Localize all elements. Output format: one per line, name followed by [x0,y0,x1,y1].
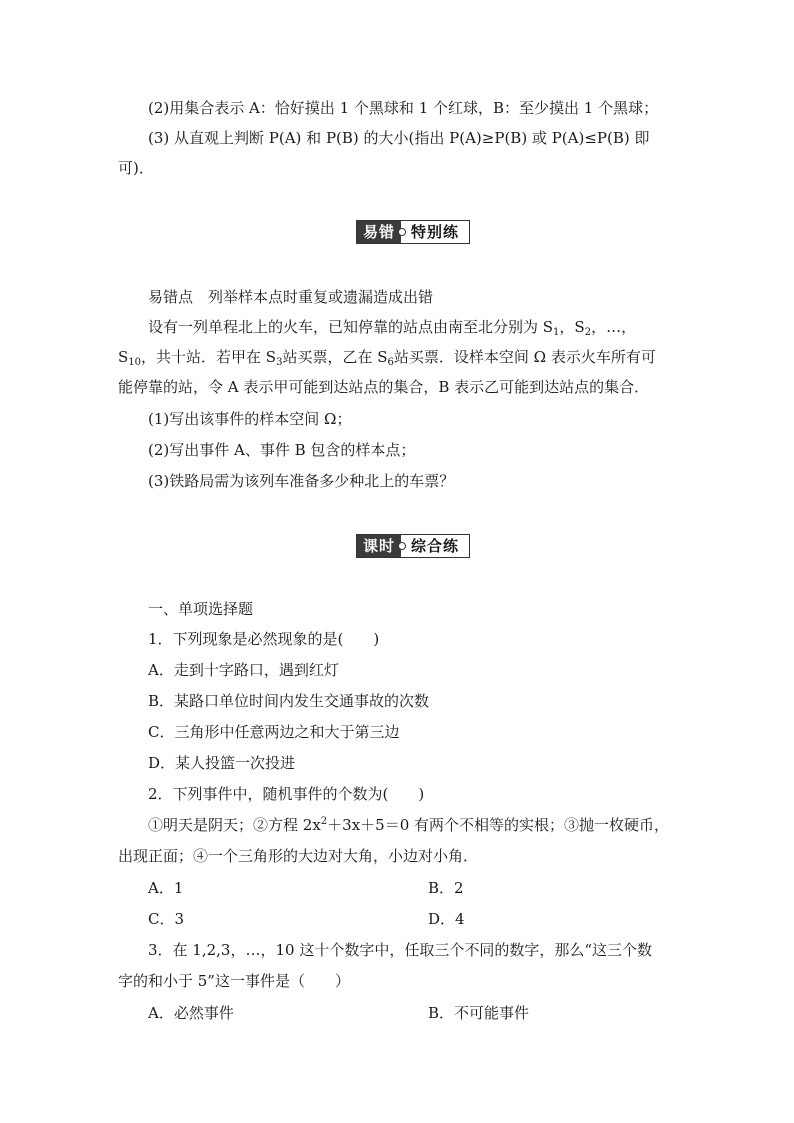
problem-line-1: 设有一列单程北上的火车，已知停靠的站点由南至北分别为 $S_1$，$S_2$，…， [148,318,637,338]
question-1-option-b: B．某路口单位时间内发生交通事故的次数 [148,692,430,710]
question-2-option-a: A．1 [148,879,184,897]
question-3-option-a: A．必然事件 [148,1004,234,1022]
question-3-line-1: 3．在 1,2,3，…，10 这十个数字中，任取三个不同的数字，那么“这三个数 [148,941,653,959]
problem-question-3: (3)铁路局需为该列车准备多少种北上的车票？ [148,472,455,490]
question-3-line-2: 字的和小于 5”这一事件是（ ） [118,972,350,990]
problem-question-1: (1)写出该事件的样本空间 Ω； [148,410,352,428]
question-1-option-d: D．某人投篮一次投进 [148,754,296,772]
question-2-option-b: B．2 [428,879,464,897]
section-badge-keshi [356,534,470,558]
error-point-heading: 易错点 列举样本点时重复或遗漏造成出错 [148,288,434,306]
badge-right-label: 特别练 [410,223,459,241]
question-part-3-cont: 可)． [118,159,154,177]
question-2-line-1: ①明天是阴天；②方程 $2x^2+3x+5=0$ 有两个不相等的实根；③抛一枚硬币， [148,816,670,834]
question-2-option-d: D．4 [428,910,465,928]
badge-dot-icon [398,228,406,236]
section-title: 一、单项选择题 [148,600,254,618]
problem-question-2: (2)写出事件 A、事件 B 包含的样本点； [148,441,416,459]
badge-left-label: 课时 [357,535,401,557]
badge-right-label: 综合练 [410,537,459,555]
question-2-option-c: C．3 [148,910,185,928]
problem-line-2: $S_{10}$，共十站．若甲在 $S_3$站买票，乙在 $S_6$站买票．设样本空间 Ω 表示火车所有可 [118,348,656,368]
section-badge-yicuo [356,220,470,244]
question-2-line-2: 出现正面；④一个三角形的大边对大角，小边对小角． [118,847,479,865]
question-1-option-c: C．三角形中任意两边之和大于第三边 [148,723,400,741]
question-2: 2．下列事件中，随机事件的个数为( ) [148,785,425,803]
badge-dot-icon [398,542,406,550]
question-1: 1．下列现象是必然现象的是( ) [148,630,380,648]
question-part-3: (3) 从直观上判断 P(A) 和 P(B) 的大小(指出 P(A)≥P(B) 或 P(A)≤P(B) 即 [148,129,650,147]
question-3-option-b: B．不可能事件 [428,1004,530,1022]
question-part-2: (2)用集合表示 A：恰好摸出 1 个黑球和 1 个红球，B：至少摸出 1 个黑球； [148,99,659,117]
badge-left-label: 易错 [357,221,401,243]
problem-line-3: 能停靠的站，令 A 表示甲可能到达站点的集合，B 表示乙可能到达站点的集合． [118,378,650,396]
question-1-option-a: A．走到十字路口，遇到红灯 [148,661,339,679]
